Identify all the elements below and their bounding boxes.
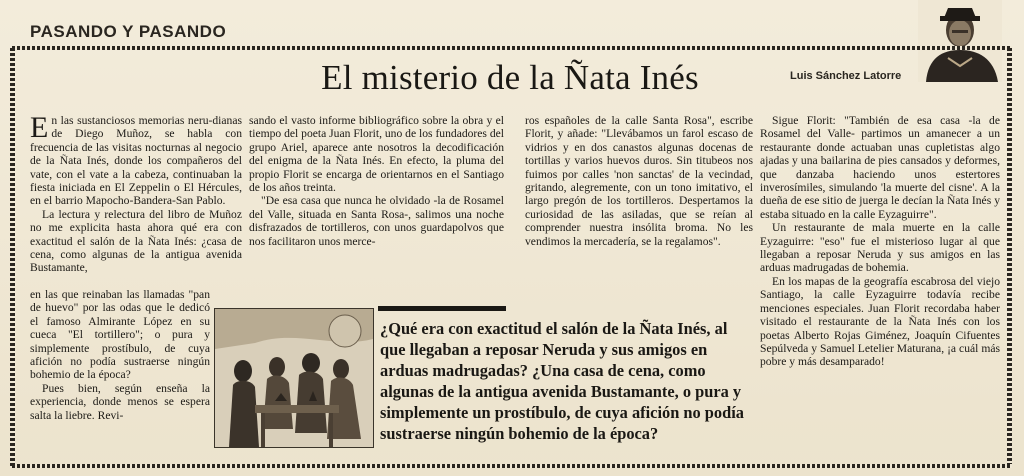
article-column-1 [30,111,242,275]
author-portrait [918,0,1002,82]
right-border-rule [1007,48,1012,468]
paragraph: La lectura y relectura del libro de Muñoz no me explicita hasta ahora qué era con exactitud el salón de la Ñata Inés: ¿casa de cena, como algunas de la antigua avenida Bustamante, [30,207,242,275]
article-headline: El misterio de la Ñata Inés [321,58,699,97]
article-column-2 [249,114,504,248]
top-border-rule [12,46,1012,50]
article-illustration [214,308,374,448]
paragraph: Pues bien, según enseña la experiencia, donde menos se espera salta la liebre. Revi- [30,381,210,422]
paragraph: "De esa casa que nunca he olvidado -la de Rosamel del Valle, situada en Santa Rosa-, salimos una noche disfrazados de tortilleros, con unos guardapolvos que nos facilitaron unos merce- [249,194,504,248]
paragraph: ros españoles de la calle Santa Rosa", escribe Florit, y añade: "Llevábamos un farol escaso de vidrios y en dos canastos algunas docenas de tortillas y varios huevos duros. Sin titubeos nos fuimos por calles 'non sanctas' de la vecindad, gritando, alegremente, con un tono imitativo, el largo pregón de los tortilleros. Despertamos la curiosidad de las asiladas, que se reían al comprender nuestra insólita broma. No les vendimos la mercadería, se la regalamos". [525,114,753,248]
article-byline: Luis Sánchez Latorre [790,70,902,82]
drop-cap: E [30,111,49,144]
pullquote: ¿Qué era con exactitud el salón de la Ñata Inés, al que llegaban a reposar Neruda y sus amigos en arduas madrugadas? ¿Una casa de cena, como algunas de la antigua avenida Bustamante, o pura y simplemente un prostíbulo, de cuya afición no podía sustraerse ningún bohemio de la época? [380,319,744,443]
article-column-1-continued [30,288,210,422]
paragraph-text: n las sustanciosos memorias neru-dianas de Diego Muñoz, se habla con frecuencia de las visitas nocturnas al negocio de la Ñata Inés, donde los compañeros del vate, con el vate a la cabeza, continuaban la fiesta iniciada en El Zeppelin o El Hércules, en el barrio Mapocho-Bandera-San Pablo. [30,114,242,208]
pullquote-rule [378,306,506,311]
paragraph: En los mapas de la geografía escabrosa del viejo Santiago, la calle Eyzaguirre todavía recibe menciones especiales. Juan Florit recordaba haber visitado el restaurante de la Ñata Inés con los poetas Alberto Rojas Giménez, Joaquín Cifuentes Sepúlveda y Samuel Letelier Maturana, ¡a cuál más pobre y más desamparado! [760,274,1000,369]
paragraph: en las que reinaban las llamadas "pan de huevo" por las odas que le dedicó el famoso Almirante López en su cueca "El tortillero"; o pura y simplemente prostíbulo, de cuya afición no podía sustraerse ningún bohemio de la época? [30,288,210,382]
article-column-3 [525,114,753,248]
paragraph [30,111,242,208]
left-border-rule [10,48,15,468]
bottom-border-rule [12,464,1012,468]
article-column-4 [760,114,1000,369]
paragraph: Un restaurante de mala muerte en la calle Eyzaguirre: "eso" fue el misterioso lugar al que llegaban a reposar Neruda y sus amigos en las arduas madrugadas de bohemia. [760,221,1000,275]
section-label: PASANDO Y PASANDO [30,22,227,41]
paragraph: sando el vasto informe bibliográfico sobre la obra y el tiempo del poeta Juan Florit, uno de los fundadores del grupo Ariel, aparece ante nosotros la decodificación del enigma de la Ñata Inés. En efecto, la pluma del propio Florit se encarga de orientarnos en el Santiago de los años treinta. [249,114,505,195]
paragraph: Sigue Florit: "También de esa casa -la de Rosamel del Valle- partimos un amanecer a un restaurante donde actuaban unas cupletistas algo ajadas y una bailarina de pies cansados y deformes, que danzaba haciendo unos estertores inverosímiles, simulando 'la muerte del cisne'. A la dueña de ese sitio de juerga le decían la Ñata Inés y estaba situado en la calle Eyzaguirre". [760,114,1000,221]
